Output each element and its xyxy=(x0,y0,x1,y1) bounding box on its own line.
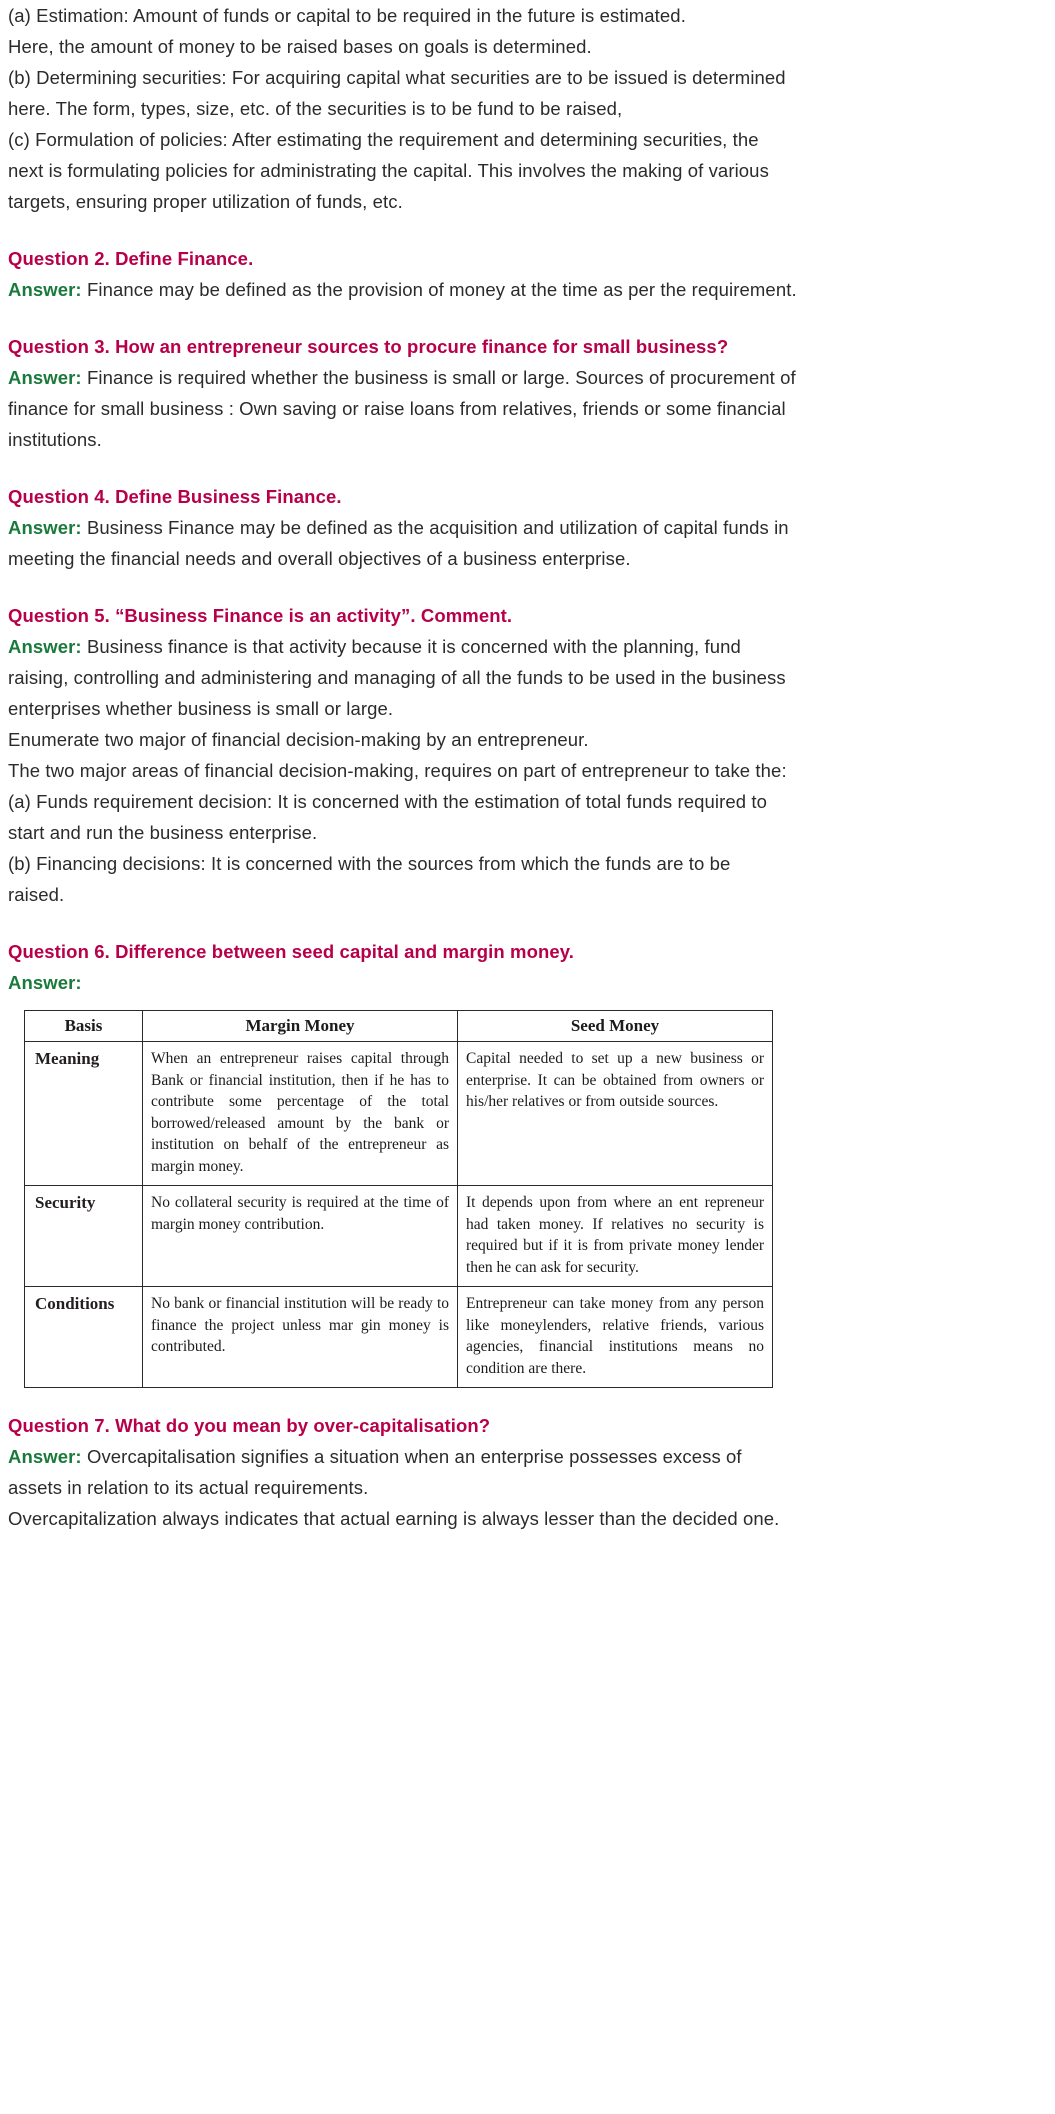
question-block-5 xyxy=(8,600,1047,910)
intro-line: (a) Estimation: Amount of funds or capital to be required in the future is estimated. xyxy=(8,5,686,26)
question-heading: Question 4. Define Business Finance. xyxy=(8,486,342,507)
comparison-table-wrapper xyxy=(8,1010,1047,1388)
table-row xyxy=(25,1042,773,1186)
table-cell-seed: Entrepreneur can take money from any person like moneylenders, relative friends, various agencies, financial institutions means no condition are there. xyxy=(458,1287,773,1388)
table-header-cell: Seed Money xyxy=(458,1011,773,1042)
answer-text: Business finance is that activity because it is concerned with the planning, fund xyxy=(86,636,741,657)
answer-line: Overcapitalization always indicates that actual earning is always lesser than the decided one. xyxy=(8,1508,780,1529)
intro-line: (c) Formulation of policies: After estimating the requirement and determining securities, the xyxy=(8,129,759,150)
section-gap xyxy=(8,910,1047,936)
answer-label: Answer: xyxy=(8,279,82,300)
question-block-4 xyxy=(8,481,1047,574)
answer-line: finance for small business : Own saving or raise loans from relatives, friends or some financial xyxy=(8,398,786,419)
table-row xyxy=(25,1186,773,1287)
question-heading: Question 7. What do you mean by over-capitalisation? xyxy=(8,1415,491,1436)
answer-text: Business Finance may be defined as the acquisition and utilization of capital funds in xyxy=(86,517,789,538)
table-cell-basis: Conditions xyxy=(25,1287,143,1388)
answer-line: (b) Financing decisions: It is concerned with the sources from which the funds are to be xyxy=(8,853,731,874)
answer-line: start and run the business enterprise. xyxy=(8,822,318,843)
question-heading: Question 6. Difference between seed capital and margin money. xyxy=(8,941,575,962)
section-gap xyxy=(8,455,1047,481)
table-cell-seed: Capital needed to set up a new business or enterprise. It can be obtained from owners or his/her relatives or from outside sources. xyxy=(458,1042,773,1186)
intro-line: (b) Determining securities: For acquiring capital what securities are to be issued is determined xyxy=(8,67,786,88)
table-header-row xyxy=(25,1011,773,1042)
table-header-cell: Basis xyxy=(25,1011,143,1042)
question-heading: Question 2. Define Finance. xyxy=(8,248,254,269)
answer-label: Answer: xyxy=(8,1446,82,1467)
table-cell-margin: When an entrepreneur raises capital through Bank or financial institution, then if he has to contribute some percentage of the total borrowed/released amount by the bank or institution on behalf of the entrepreneur as margin money. xyxy=(143,1042,458,1186)
answer-label: Answer: xyxy=(8,517,82,538)
section-gap xyxy=(8,217,1047,243)
answer-text: Finance is required whether the business is small or large. Sources of procurement of xyxy=(86,367,796,388)
table-cell-margin: No collateral security is required at the time of margin money contribution. xyxy=(143,1186,458,1287)
answer-text: Overcapitalisation signifies a situation when an enterprise possesses excess of xyxy=(86,1446,742,1467)
intro-line: Here, the amount of money to be raised bases on goals is determined. xyxy=(8,36,592,57)
question-block-6 xyxy=(8,936,1047,1388)
table-cell-seed: It depends upon from where an ent repreneur had taken money. If relatives no security is required but if it is from private money lender then he can ask for security. xyxy=(458,1186,773,1287)
answer-label: Answer: xyxy=(8,636,82,657)
table-cell-basis: Security xyxy=(25,1186,143,1287)
table-header-cell: Margin Money xyxy=(143,1011,458,1042)
answer-line xyxy=(8,362,1047,393)
question-heading: Question 5. “Business Finance is an activity”. Comment. xyxy=(8,605,513,626)
intro-line: here. The form, types, size, etc. of the securities is to be fund to be raised, xyxy=(8,98,623,119)
answer-label: Answer: xyxy=(8,367,82,388)
answer-line: raised. xyxy=(8,884,65,905)
intro-line: targets, ensuring proper utilization of funds, etc. xyxy=(8,191,403,212)
comparison-table xyxy=(24,1010,773,1388)
answer-line xyxy=(8,1441,1047,1472)
intro-line: next is formulating policies for administrating the capital. This involves the making of various xyxy=(8,160,769,181)
answer-line xyxy=(8,631,1047,662)
section-gap xyxy=(8,574,1047,600)
table-row xyxy=(25,1287,773,1388)
table-cell-margin: No bank or financial institution will be ready to finance the project unless mar gin money is contributed. xyxy=(143,1287,458,1388)
answer-line xyxy=(8,274,1047,305)
answer-line: Enumerate two major of financial decision-making by an entrepreneur. xyxy=(8,729,589,750)
answer-line: enterprises whether business is small or large. xyxy=(8,698,394,719)
intro-block xyxy=(8,0,1047,217)
question-block-7 xyxy=(8,1410,1047,1534)
answer-line: assets in relation to its actual requirements. xyxy=(8,1477,369,1498)
answer-line: (a) Funds requirement decision: It is concerned with the estimation of total funds required to xyxy=(8,791,768,812)
question-heading: Question 3. How an entrepreneur sources to procure finance for small business? xyxy=(8,336,729,357)
section-gap xyxy=(8,305,1047,331)
table-cell-basis: Meaning xyxy=(25,1042,143,1186)
question-block-2 xyxy=(8,243,1047,305)
answer-line: The two major areas of financial decision-making, requires on part of entrepreneur to take the: xyxy=(8,760,787,781)
answer-line: institutions. xyxy=(8,429,102,450)
question-block-3 xyxy=(8,331,1047,455)
answer-line: meeting the financial needs and overall objectives of a business enterprise. xyxy=(8,548,631,569)
answer-line xyxy=(8,967,1047,998)
answer-label: Answer: xyxy=(8,972,82,993)
answer-line: raising, controlling and administering and managing of all the funds to be used in the business xyxy=(8,667,786,688)
answer-text: Finance may be defined as the provision of money at the time as per the requirement. xyxy=(86,279,797,300)
answer-line xyxy=(8,512,1047,543)
